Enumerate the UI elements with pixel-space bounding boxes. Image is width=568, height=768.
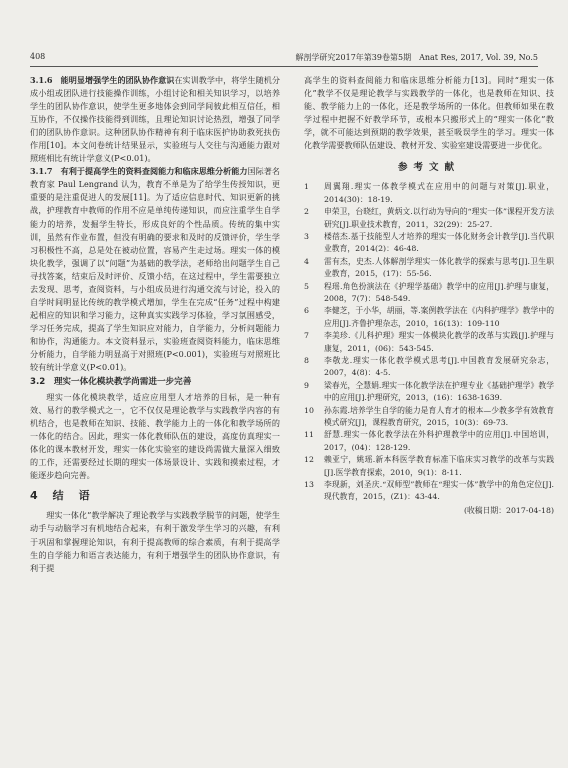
references-heading: 参考文献 [397, 162, 460, 174]
reference-item [304, 256, 554, 281]
reference-item [304, 355, 554, 380]
reference-text: 周翼翔.理实一体教学模式在应用中的问题与对策[J].职业，2014(30)：18-19. [324, 182, 554, 204]
section-3-1-7-body: 国际著名教育家 Paul Lengrand 认为，教育不单是为了给学生传授知识，更重要的是注重促进人的发展[11]。为了适应信息时代、知识更新的挑战，护理教育中教师的作用不应是单纯传递知识，而应注重学生自学能力的培养，发掘学生特长，形成良好的个性品质。传统的集中实训，虽然有作业布置，但没有明确的要求和及时的反馈评价，学生学习积极性不高，总是处在被动位置，容易产生走过场。理实一体的模块化教学，强调了以“问题”为基础的教学法，老师给出问题学生自己寻找答案，结束后及时评价、反馈小结，在这过程中，学生需要独立去发现、思考，查阅资料，与小组成员进行沟通交流与讨论，投入的自学时间明显比传统的教学模式增加，学生在完成“任务”过程中构建起相应的知识和学习能力，这种真实实践学习体验，学习氛围感受，学习任务完成，提高了学生知识应对能力，自学能力，分析问题能力和协作，沟通能力。本文资料显示，实验班查阅资料能力，临床思维分析能力，自学能力明显高于对照班(P<0.001)，实验班与对照班比较有统计学意义(P<0.01)。 [30, 166, 280, 373]
right-column [304, 74, 554, 517]
reference-number: 5 [304, 281, 309, 291]
section-4-heading: 4 结 语 [30, 489, 92, 503]
section-3-1-6 [30, 74, 280, 165]
reference-item [304, 281, 554, 306]
reference-text: 雷有杰，史杰.人体解剖学理实一体化教学的探索与思考[J].卫生职业教育，2015，(17)：55-56. [324, 256, 554, 279]
reference-text: 李美珍.《儿科护理》理实一体模块化教学的改革与实践[J].护理与康复，2011，(06)：543-545. [324, 331, 554, 353]
reference-text: 梁春光，仝慧娟.理实一体化教学法在护理专业《基础护理学》教学中的应用[J].护理研究，2013，(16)：1638-1639. [324, 380, 554, 403]
reference-item [304, 181, 554, 206]
reference-item [304, 380, 554, 405]
reference-item [304, 454, 554, 479]
section-4-body: 理实一体化”教学解决了理论教学与实践教学脱节的问题，使学生动手与动脑学习有机地结合起来，有利于激发学生学习的兴趣，有利于巩固和掌握理论知识，有利于提高教师的综合素质，有利于提高学生的自学能力和语言表达能力，有利于增强学生的团队协作意识，有利于提 [30, 510, 280, 573]
reference-item [304, 429, 554, 454]
reference-number: 9 [304, 380, 309, 390]
reference-number: 12 [304, 455, 314, 465]
reference-text: 李现新，刘圣庆.“双师型”教师在“理实一体”教学中的角色定位[J].现代教育，2015，(Z1)：43-44. [324, 480, 554, 502]
page-header [30, 52, 538, 66]
reference-list [304, 181, 554, 504]
reference-number: 4 [304, 256, 309, 266]
section-3-1-6-heading: 3.1.6 能明显增强学生的团队协作意识 [30, 75, 175, 85]
reference-text: 程瑶.角色扮演法在《护理学基础》教学中的应用[J].护理与康复，2008，7(7)：548-549. [324, 281, 554, 303]
section-3-1-7 [30, 165, 280, 374]
header-rule [30, 66, 538, 67]
reference-text: 申荣卫，台晓红，黄炳文.以行动为导向的“理实一体”课程开发方法研究[J].职业技术教育，2011，32(29)：25-27. [324, 207, 554, 229]
reference-number: 11 [304, 430, 314, 440]
received-date: (收稿日期：2017-04-18) [463, 505, 554, 515]
reference-number: 1 [304, 182, 309, 192]
conclusion-continued: 高学生的资料查阅能力和临床思维分析能力[13]。同时“理实一体化”教学不仅是理论教学与实践教学的一体化，也是教师在知识、技能、教学能力上的一体化，还是教学场所的一体化。但教师如果在教学过程中把握不好教学环节，或根本只搬形式上的“理实一体化”教学，就不可能达到预期的教学效果，甚至吸误学生的学习。理实一体化教学需要教师队伍建设、教材开发、实验室建设需要进一步优化。 [304, 75, 554, 151]
reference-number: 10 [304, 405, 314, 415]
page-number: 408 [30, 52, 46, 61]
reference-item [304, 479, 554, 504]
reference-number: 8 [304, 356, 309, 366]
reference-item [304, 405, 554, 430]
reference-item [304, 330, 554, 355]
reference-item [304, 206, 554, 231]
reference-number: 3 [304, 231, 309, 241]
section-3-2-heading: 3.2 理实一体化模块教学尚需进一步完善 [30, 377, 192, 388]
reference-item [304, 305, 554, 330]
reference-text: 楼蓓杰.基于技能型人才培养的理实一体化财务会计教学[J].当代职业教育，2014(2)：46-48. [324, 231, 554, 254]
reference-number: 13 [304, 480, 314, 490]
reference-number: 6 [304, 306, 309, 316]
journal-running-title: 解剖学研究2017年第39卷第5期 Anat Res, 2017, Vol. 39, No.5 [295, 53, 538, 62]
reference-text: 舒慧.理实一体化教学法在外科护理教学中的应用[J].中国培训，2017，(04)：128-129. [324, 430, 554, 452]
section-3-1-7-heading: 3.1.7 有利于提高学生的资料查阅能力和临床思维分析能力 [30, 166, 248, 177]
reference-item [304, 231, 554, 256]
left-column [30, 74, 280, 575]
reference-text: 赖亚宁，姚瑶.新本科医学教育标准下临床实习教学的改革与实践[J].医学教育探索，2010，9(1)：8-11. [324, 455, 554, 477]
reference-number: 7 [304, 331, 309, 341]
reference-text: 李健芝，于小华，胡丽，等.案例教学法在《内科护理学》教学中的应用[J].齐鲁护理杂志，2010，16(13)：109-110 [324, 306, 554, 328]
reference-text: 孙东霞.培养学生自学的能力是育人育才的根本—少教多学有效教育模式研究[J]，课程教育研究，2015，10(3)：69-73. [324, 405, 554, 428]
reference-text: 李敬龙.理实一体化教学模式思考[J].中国教育发展研究杂志，2007，4(8)：4-5. [324, 356, 554, 378]
section-3-2-body: 理实一体化模块教学，适应应用型人才培养的目标，是一种有效、易行的教学模式之一，它不仅仅是理论教学与实践教学内容的有机结合，也是教师在知识、技能、教学能力上的一体化和教学场所的一体化的结合。因此，理实一体化教师队伍的建设，高度仿真理实一体化的课本教材开发，理实一体化实验室的建设尚需做大量深入细致的工作，还需要经过长期的理实一体场景设计、实践和摸索过程，才能逐步趋向完善。 [30, 392, 280, 481]
section-3-1-6-body: 在实训教学中，将学生随机分成小组或团队进行技能操作训练，小组讨论和相关知识学习，以培养学生的团队协作意识，使学生更多地体会到同学间彼此相互信任，相互协作，不仅操作技能得到训练，且理论知识讨论热烈，增强了同学们的团队协作意识。这种团队协作精神有利于临床医护协助救死扶伤作用[10]。本文问卷统计结果显示，实验班与人交往与沟通能力跟对照班相比有统计学意义(P<0.01)。 [30, 75, 280, 164]
reference-number: 2 [304, 207, 309, 217]
